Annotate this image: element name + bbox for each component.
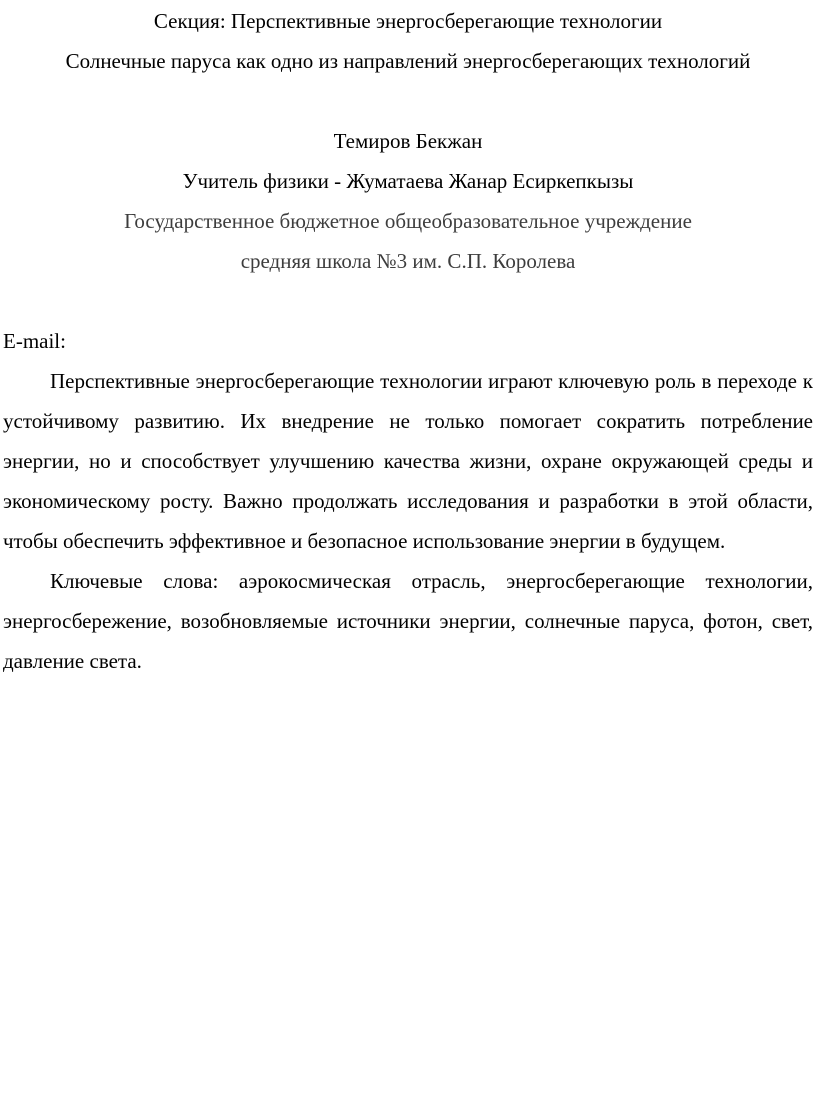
section-heading: Секция: Перспективные энергосберегающие технологии xyxy=(153,9,663,33)
institution-line-1: Государственное бюджетное общеобразовательное учреждение xyxy=(124,209,692,233)
blank-line xyxy=(3,81,813,121)
keywords-paragraph: Ключевые слова: аэрокосмическая отрасль, энергосберегающие технологии, энергосбережение, возобновляемые источники энергии, солнечные паруса, фотон, свет, давление света. xyxy=(3,569,813,673)
supervisor-line: Учитель физики - Жуматаева Жанар Есиркепкызы xyxy=(182,169,634,193)
abstract-paragraph: Перспективные энергосберегающие технологии играют ключевую роль в переходе к устойчивому развитию. Их внедрение не только помогает сократить потребление энергии, но и способствует улучшению качества жизни, охране окружающей среды и экономическому росту. Важно продолжать исследования и разработки в этой области, чтобы обеспечить эффективное и безопасное использование энергии в будущем. xyxy=(3,369,813,553)
author-name: Темиров Бекжан xyxy=(333,129,483,153)
email-label: E-mail: xyxy=(3,329,66,353)
paper-title: Солнечные паруса как одно из направлений энергосберегающих технологий xyxy=(65,49,751,73)
institution-line-2: средняя школа №3 им. С.П. Королева xyxy=(240,249,576,273)
blank-line xyxy=(3,281,813,321)
